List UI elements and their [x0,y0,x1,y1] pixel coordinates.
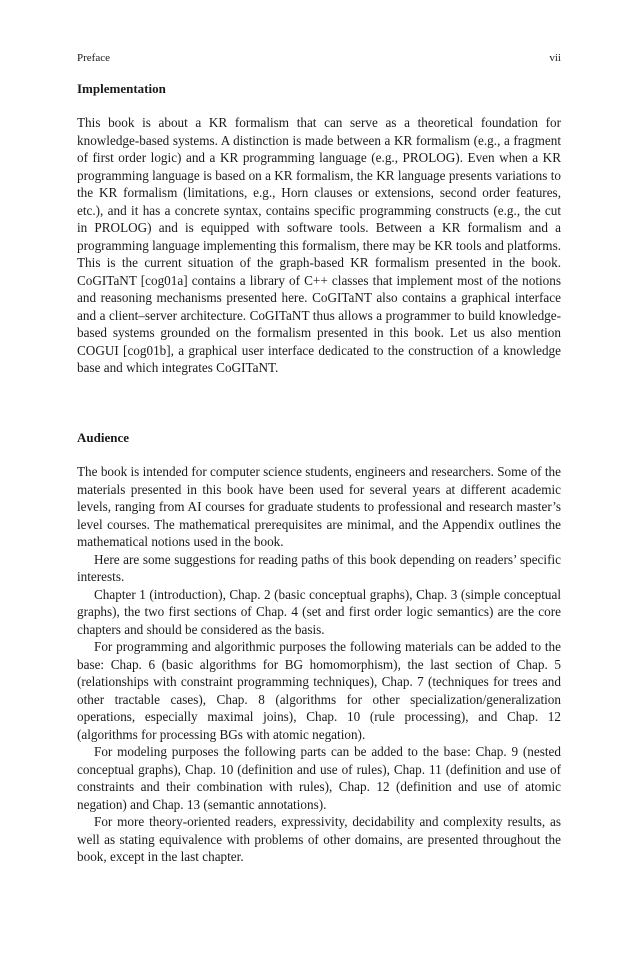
section-heading-audience: Audience [77,430,129,445]
paragraph: For programming and algorithmic purposes the following materials can be added to the base: Chap. 6 (basic algorithms for BG homomorphism), the last section of Chap. 5 (relationships with constraint programming techniques), Chap. 7 (techniques for trees and other tractable cases), Chap. 8 (algorithms for other specialization/generalization operations, especially maximal joins), Chap. 10 (rule processing), and Chap. 12 (algorithms for processing BGs with atomic negation). [77,639,561,742]
implementation-body [77,114,561,377]
running-head [77,51,561,65]
paragraph: Chapter 1 (introduction), Chap. 2 (basic conceptual graphs), Chap. 3 (simple conceptual graphs), the two first sections of Chap. 4 (set and first order logic semantics) are the core chapters and should be considered as the basis. [77,586,561,637]
paragraph: This book is about a KR formalism that can serve as a theoretical foundation for knowledge-based systems. A distinction is made between a KR formalism (e.g., a fragment of first order logic) and a KR programming language (e.g., PROLOG). Even when a KR programming language is based on a KR formalism, the KR language presents variations to the KR formalism (limitations, e.g., Horn clauses or extensions, second order features, etc.), and it has a concrete syntax, contains specific programming constructs (e.g., the cut in PROLOG) and is equipped with software tools. Between a KR formalism and a programming language implementing this formalism, there may be KR tools and platforms. This is the current situation of the graph-based KR formalism presented in the book. CoGITaNT [cog01a] contains a library of C++ classes that implement most of the notions and reasoning mechanisms presented here. CoGITaNT also contains a graphical interface and a client–server architecture. CoGITaNT thus allows a programmer to build knowledge-based systems grounded on the formalism presented in this book. Let us also mention COGUI [cog01b], a graphical user interface dedicated to the construction of a knowledge base and which integrates CoGITaNT. [77,115,561,375]
paragraph: Here are some suggestions for reading paths of this book depending on readers’ specific interests. [77,551,561,584]
page-number: vii [549,52,561,64]
paragraph: For more theory-oriented readers, expressivity, decidability and complexity results, as well as stating equivalence with problems of other domains, are presented throughout the book, except in the last chapter. [77,814,561,864]
running-head-title: Preface [77,52,110,64]
section-heading-implementation: Implementation [77,81,166,96]
audience-body [77,463,561,866]
paragraph: For modeling purposes the following parts can be added to the base: Chap. 9 (nested conceptual graphs), Chap. 10 (definition and use of rules), Chap. 11 (definition and use of constraints and their combination with rules), Chap. 12 (definition and use of atomic negation) and Chap. 13 (semantic annotations). [77,744,561,812]
paragraph: The book is intended for computer science students, engineers and researchers. Some of the materials presented in this book have been used for several years at different academic levels, ranging from AI courses for graduate students to professional and research master’s level courses. The mathematical prerequisites are minimal, and the Appendix outlines the mathematical notions used in the book. [77,464,561,549]
